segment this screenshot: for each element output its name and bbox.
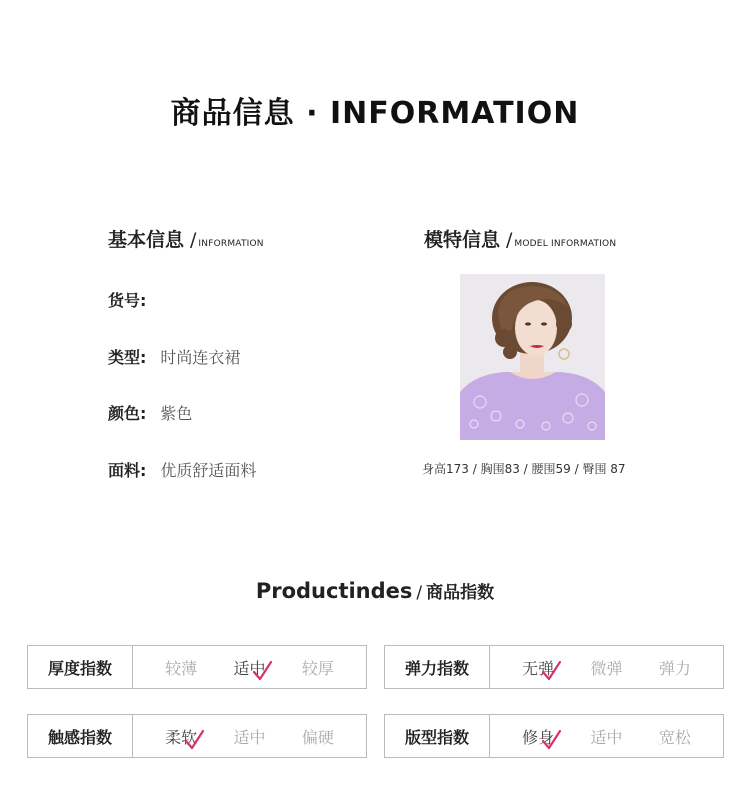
index-box-elasticity (384, 645, 724, 689)
index-options (133, 725, 366, 748)
index-label: 厚度指数 (28, 646, 133, 688)
index-box-thickness (27, 645, 367, 689)
info-value: 优质舒适面料 (160, 461, 257, 480)
index-option: 微弹 (590, 658, 623, 678)
basic-info-subtitle: INFORMATION (198, 239, 264, 249)
index-label: 弹力指数 (385, 646, 490, 688)
model-info-subtitle: MODEL INFORMATION (514, 239, 617, 249)
index-box-touch (27, 714, 367, 758)
index-options (490, 656, 723, 679)
index-option: 适中 (233, 656, 265, 679)
index-box-fit (384, 714, 724, 758)
info-row-fabric (108, 458, 256, 481)
index-label: 版型指数 (385, 715, 490, 757)
check-icon (251, 660, 273, 682)
info-label: 颜色: (108, 404, 147, 423)
check-icon (540, 660, 562, 682)
model-info-heading: 模特信息 / MODEL INFORMATION (424, 229, 617, 251)
model-info-title: 模特信息 (424, 229, 501, 251)
info-row-color (108, 401, 192, 424)
index-option: 较厚 (301, 658, 334, 678)
model-measurements: 身高173 / 胸围83 / 腰围59 / 臀围 87 (422, 462, 626, 476)
index-option: 较薄 (165, 658, 198, 678)
info-row-type (108, 345, 240, 368)
index-option: 无弹 (522, 656, 554, 679)
info-label: 货号: (108, 291, 147, 310)
model-photo (460, 274, 605, 440)
info-label: 类型: (108, 348, 147, 367)
index-label: 触感指数 (28, 715, 133, 757)
index-option: 适中 (233, 727, 266, 747)
info-label: 面料: (108, 461, 147, 480)
product-index-heading: Productindes / 商品指数 (255, 579, 495, 603)
index-options (133, 656, 366, 679)
index-option: 宽松 (658, 727, 691, 747)
product-index-title: Productindes (255, 579, 413, 603)
index-option: 修身 (522, 725, 554, 748)
model-illustration (460, 274, 605, 440)
info-row-item-number (108, 288, 160, 311)
info-value: 紫色 (160, 404, 193, 423)
index-options (490, 725, 723, 748)
check-icon (540, 729, 562, 751)
index-option: 适中 (590, 727, 623, 747)
check-icon (183, 729, 205, 751)
basic-info-heading: 基本信息 / INFORMATION (108, 229, 264, 251)
product-index-subtitle: 商品指数 (426, 583, 495, 603)
basic-info-title: 基本信息 (108, 229, 185, 251)
index-option: 柔软 (165, 725, 197, 748)
index-option: 偏硬 (301, 727, 334, 747)
page-title: 商品信息 · INFORMATION (170, 96, 580, 131)
info-value: 时尚连衣裙 (160, 348, 241, 367)
index-option: 弹力 (658, 658, 691, 678)
